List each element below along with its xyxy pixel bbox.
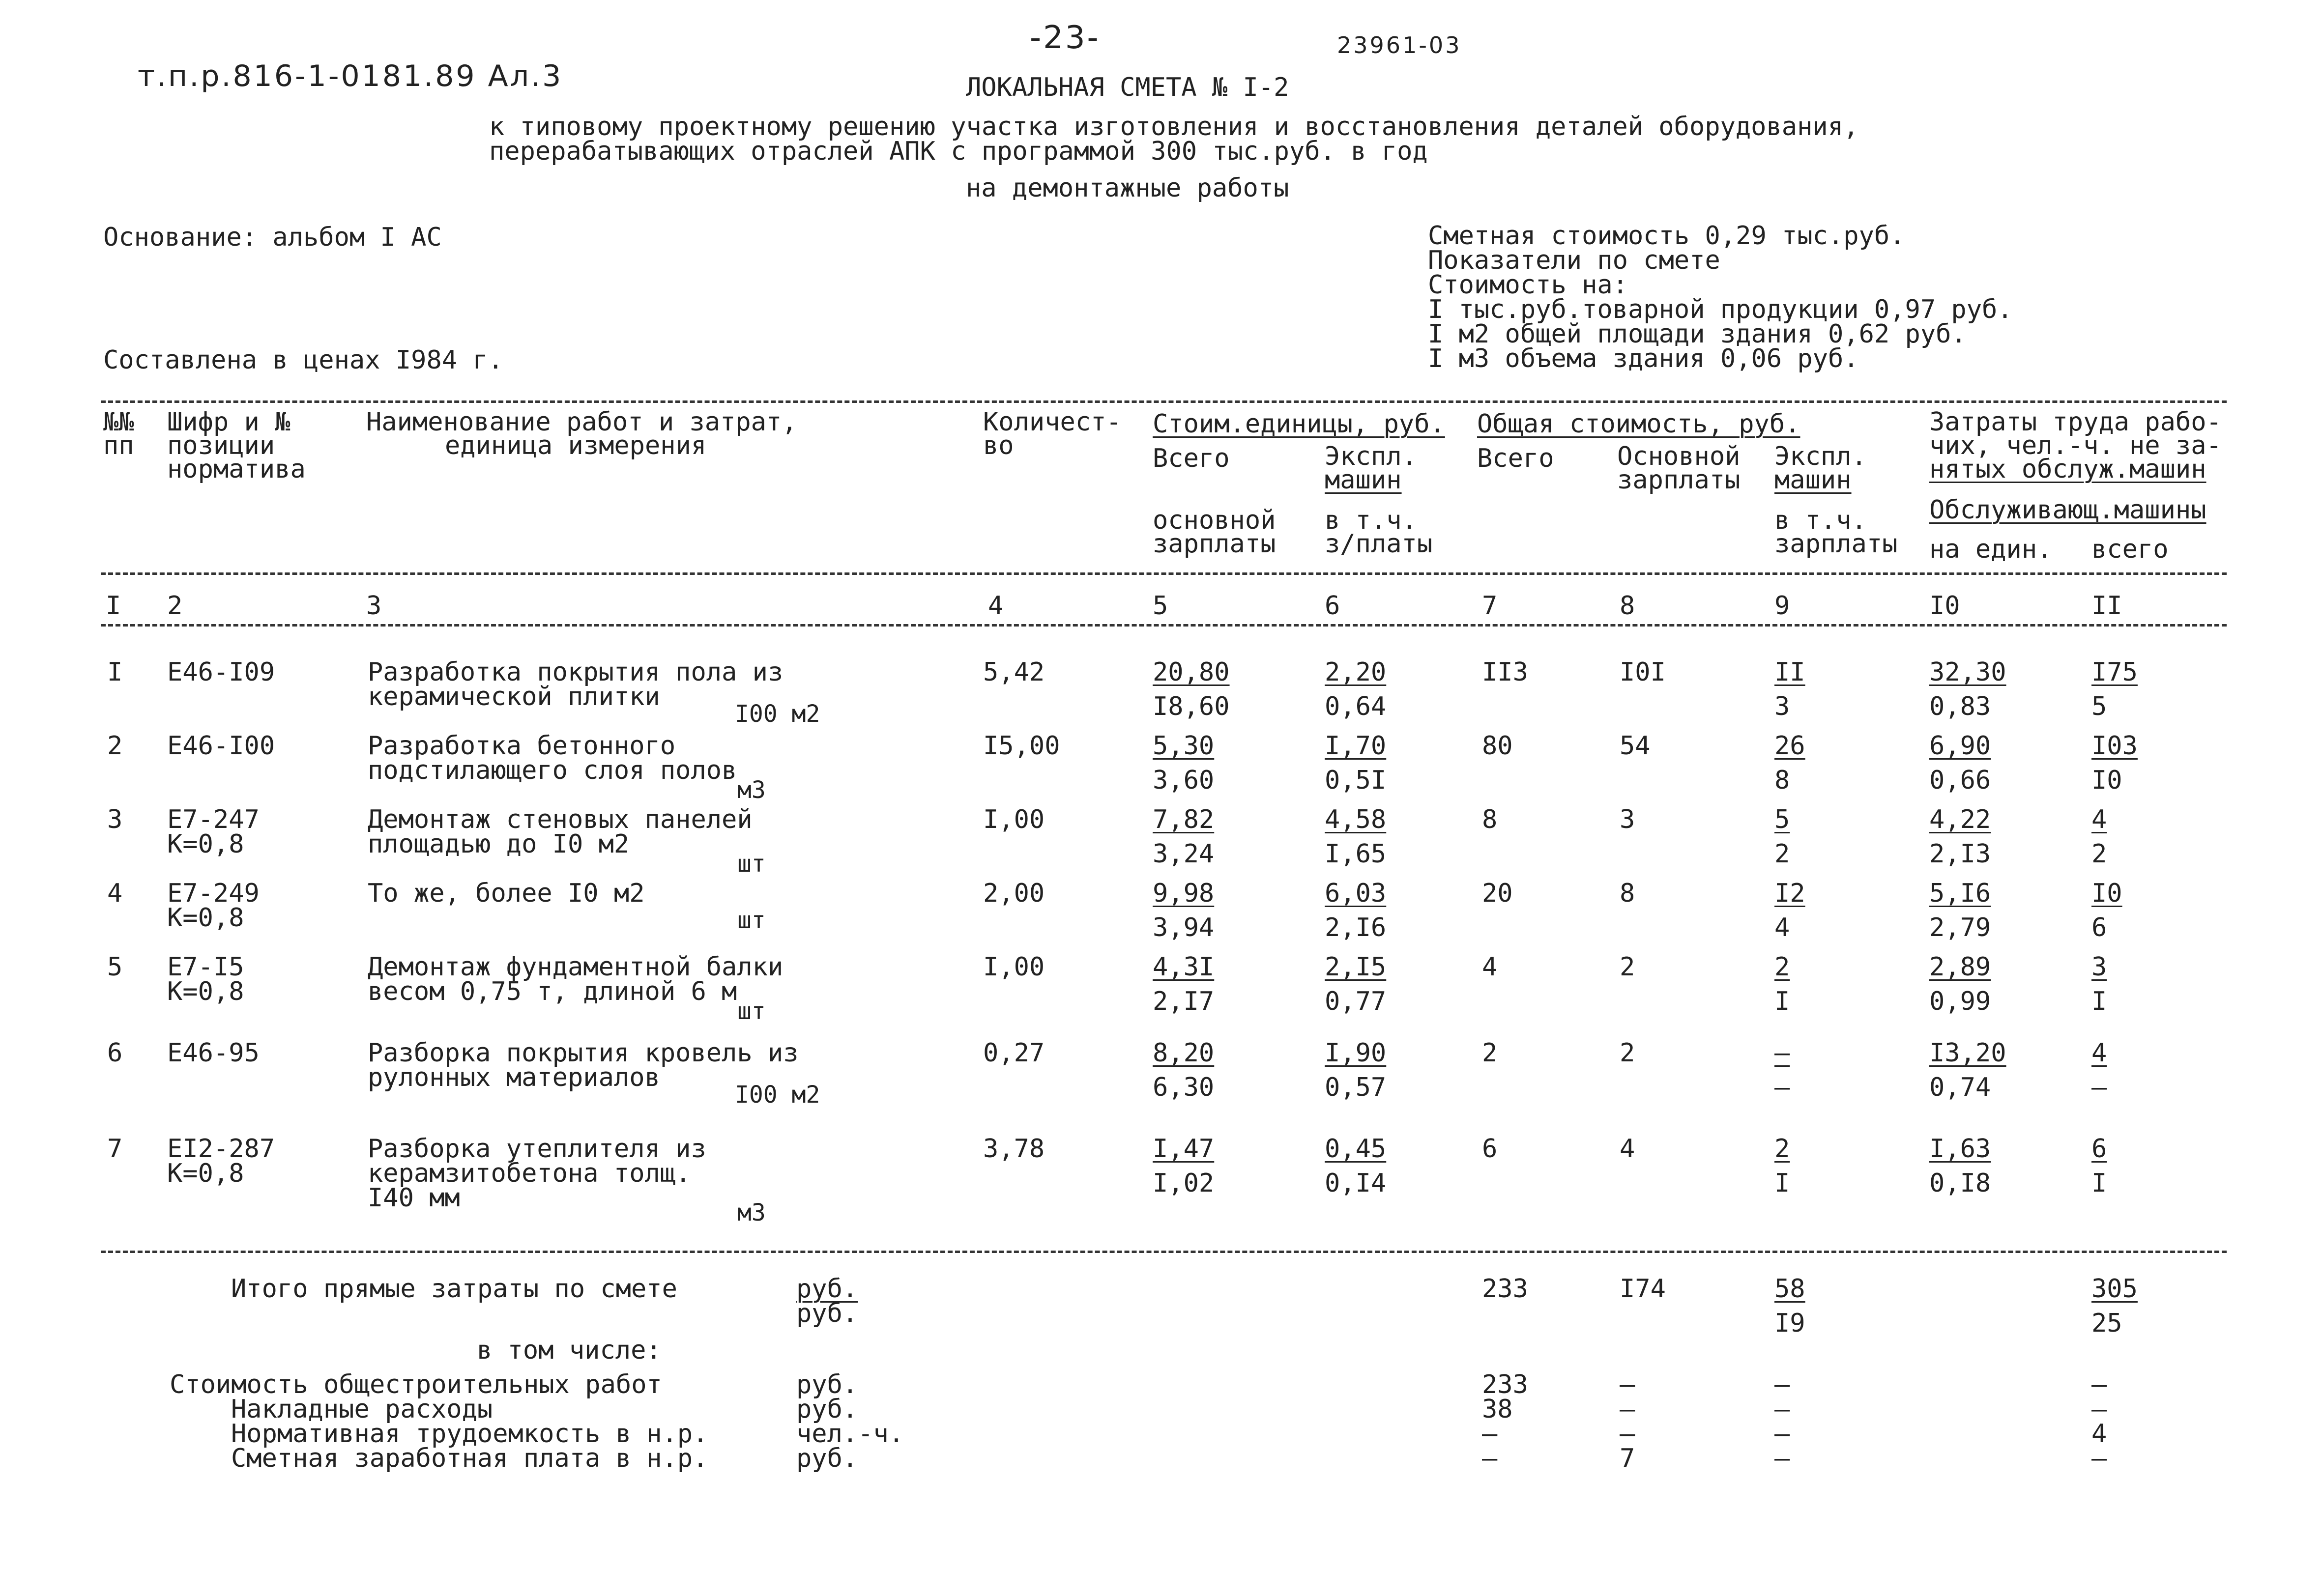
column-number: 9 [1774, 591, 1790, 621]
labor-machine-per-unit: 0,I8 [1929, 1168, 1991, 1198]
work-name: Разработка бетонного [368, 731, 676, 761]
breakdown-machine: – [1774, 1370, 1790, 1399]
breakdown-label: Нормативная трудоемкость в н.р. [231, 1419, 708, 1449]
totals-total-cost: 233 [1482, 1274, 1528, 1304]
total-machine-wages: – [1774, 1073, 1790, 1102]
totals-unit-1: руб. [796, 1274, 858, 1304]
total-cost: 8 [1482, 805, 1498, 834]
total-cost: 2 [1482, 1038, 1498, 1068]
summary-line: Стоимость на: [1428, 270, 1628, 300]
breakdown-wages: – [1620, 1419, 1635, 1449]
labor-total: I0 [2091, 879, 2122, 908]
page-number: -23- [1030, 20, 1101, 56]
total-machine: – [1774, 1038, 1790, 1068]
total-cost: 4 [1482, 952, 1498, 982]
labor-machine-per-unit: 2,I3 [1929, 839, 1991, 869]
row-number: 5 [107, 952, 123, 982]
header-per-unit: на един. [1929, 535, 2053, 564]
unit-cost-total: 4,3I [1153, 952, 1215, 982]
labor-per-unit: 32,30 [1929, 657, 2006, 687]
row-number: 7 [107, 1134, 123, 1164]
breakdown-label: Стоимость общестроительных работ [170, 1370, 662, 1399]
unit-cost-wages: 2,I7 [1153, 987, 1215, 1016]
header-unit-cost: Стоим.единицы, руб. [1153, 409, 1445, 439]
totals-machine: 58 [1774, 1274, 1805, 1304]
breakdown-wages: – [1620, 1395, 1635, 1424]
header-unit-total: Всего [1153, 444, 1230, 473]
unit-cost-wages: 3,94 [1153, 913, 1215, 942]
unit-cost-machine: I,90 [1325, 1038, 1387, 1068]
summary-line: I тыс.руб.товарной продукции 0,97 руб. [1428, 295, 2013, 324]
header-total-machine: Экспл. машин [1774, 442, 1867, 495]
column-number: 4 [988, 591, 1004, 621]
totals-rule [101, 1251, 2227, 1253]
norm-code: Е46-I00 [167, 731, 275, 761]
norm-code: Е46-95 [167, 1038, 260, 1068]
header-unit-machine-wages: в т.ч. з/платы [1325, 506, 1433, 559]
work-name-cont: площадью до I0 м2 [368, 829, 630, 859]
header-total-all: Всего [1477, 444, 1554, 473]
quantity: 0,27 [983, 1038, 1045, 1068]
breakdown-wages: – [1620, 1370, 1635, 1399]
header-row-number: №№ пп [103, 407, 134, 460]
norm-coefficient: К=0,8 [167, 1159, 244, 1188]
unit-cost-machine: 2,I5 [1325, 952, 1387, 982]
header-unit-machine: Экспл. машин [1325, 442, 1417, 495]
total-wages: 54 [1620, 731, 1651, 761]
work-name-cont: подстилающего слоя полов [368, 756, 737, 785]
unit-cost-total: 5,30 [1153, 731, 1215, 761]
labor-total: 4 [2091, 1038, 2107, 1068]
unit-cost-machine-wages: 0,I4 [1325, 1168, 1387, 1198]
work-name-cont: весом 0,75 т, длиной 6 м [368, 977, 737, 1006]
unit-cost-machine-wages: 0,5I [1325, 766, 1387, 795]
header-total-machine-wages: в т.ч. зарплаты [1774, 506, 1898, 559]
total-machine: 5 [1774, 805, 1790, 834]
labor-machine-total: 2 [2091, 839, 2107, 869]
norm-coefficient: К=0,8 [167, 829, 244, 859]
unit-of-measure: I00 м2 [735, 1081, 820, 1109]
column-number: 5 [1153, 591, 1168, 621]
breakdown-unit: руб. [796, 1444, 858, 1473]
labor-machine-per-unit: 0,99 [1929, 987, 1991, 1016]
norm-coefficient: К=0,8 [167, 977, 244, 1006]
unit-cost-wages: 3,24 [1153, 839, 1215, 869]
column-number-rule [101, 624, 2227, 627]
header-total-wages: Основной зарплаты [1617, 442, 1741, 495]
work-name: Демонтаж фундаментной балки [368, 952, 784, 982]
norm-code: ЕI2-287 [167, 1134, 275, 1164]
norm-code: Е7-247 [167, 805, 260, 834]
breakdown-labor: – [2091, 1444, 2107, 1473]
header-unit-wages: основной зарплаты [1153, 506, 1276, 559]
breakdown-machine: – [1774, 1419, 1790, 1449]
total-wages: 3 [1620, 805, 1635, 834]
labor-machine-per-unit: 0,66 [1929, 766, 1991, 795]
column-number: 6 [1325, 591, 1340, 621]
breakdown-unit: руб. [796, 1370, 858, 1399]
unit-of-measure: шт [737, 998, 766, 1025]
total-cost: II3 [1482, 657, 1528, 687]
breakdown-total: 233 [1482, 1370, 1528, 1399]
summary-block [1428, 221, 2013, 373]
total-wages: 2 [1620, 952, 1635, 982]
subtitle-line-3: на демонтажные работы [966, 173, 1289, 203]
work-name-cont: керамзитобетона толщ. [368, 1159, 691, 1188]
labor-machine-total: I [2091, 987, 2107, 1016]
breakdown-total: – [1482, 1419, 1498, 1449]
breakdown-machine: – [1774, 1395, 1790, 1424]
quantity: I5,00 [983, 731, 1060, 761]
labor-total: I03 [2091, 731, 2138, 761]
breakdown-labor: 4 [2091, 1419, 2107, 1449]
breakdown-unit: чел.-ч. [796, 1419, 904, 1449]
labor-machine-total: I [2091, 1168, 2107, 1198]
document-code: т.п.р.816-1-0181.89 Ал.3 [138, 59, 563, 93]
totals-labor-machine: 25 [2091, 1309, 2122, 1338]
total-machine-wages: 4 [1774, 913, 1790, 942]
column-number: 8 [1620, 591, 1635, 621]
unit-of-measure: шт [737, 850, 766, 878]
unit-of-measure: I00 м2 [735, 700, 820, 728]
unit-cost-machine: 2,20 [1325, 657, 1387, 687]
header-work-name: Наименование работ и затрат, единица измерения [366, 407, 797, 460]
row-number: I [107, 657, 123, 687]
total-machine-wages: 2 [1774, 839, 1790, 869]
row-number: 2 [107, 731, 123, 761]
summary-line: Показатели по смете [1428, 246, 1720, 275]
header-code: Шифр и № позиции норматива [167, 407, 306, 484]
column-number: 7 [1482, 591, 1498, 621]
total-machine-wages: I [1774, 1168, 1790, 1198]
labor-per-unit: 2,89 [1929, 952, 1991, 982]
labor-per-unit: 5,I6 [1929, 879, 1991, 908]
labor-per-unit: I,63 [1929, 1134, 1991, 1164]
quantity: I,00 [983, 805, 1045, 834]
document-title: ЛОКАЛЬНАЯ СМЕТА № I-2 [966, 73, 1289, 102]
totals-label: Итого прямые затраты по смете [231, 1274, 677, 1304]
unit-cost-machine: 6,03 [1325, 879, 1387, 908]
work-name: Демонтаж стеновых панелей [368, 805, 753, 834]
column-number: II [2091, 591, 2122, 621]
labor-machine-per-unit: 0,74 [1929, 1073, 1991, 1102]
total-machine: 2 [1774, 1134, 1790, 1164]
breakdown-label: Сметная заработная плата в н.р. [231, 1444, 708, 1473]
row-number: 4 [107, 879, 123, 908]
unit-cost-total: 8,20 [1153, 1038, 1215, 1068]
total-machine-wages: 3 [1774, 692, 1790, 721]
total-wages: 4 [1620, 1134, 1635, 1164]
labor-machine-per-unit: 2,79 [1929, 913, 1991, 942]
breakdown-label: Накладные расходы [231, 1395, 493, 1424]
summary-line: I м3 объема здания 0,06 руб. [1428, 344, 1859, 373]
column-number: I [106, 591, 121, 621]
total-cost: 6 [1482, 1134, 1498, 1164]
unit-of-measure: м3 [737, 1199, 766, 1226]
breakdown-total: – [1482, 1444, 1498, 1473]
labor-machine-total: 6 [2091, 913, 2107, 942]
quantity: 2,00 [983, 879, 1045, 908]
unit-cost-machine-wages: 0,77 [1325, 987, 1387, 1016]
work-name: То же, более I0 м2 [368, 879, 645, 908]
totals-unit-2: руб. [796, 1299, 858, 1328]
labor-total: 3 [2091, 952, 2107, 982]
totals-labor: 305 [2091, 1274, 2138, 1304]
header-quantity: Количест- во [983, 407, 1122, 460]
unit-cost-machine-wages: 0,57 [1325, 1073, 1387, 1102]
work-name-cont: керамической плитки [368, 682, 660, 712]
unit-cost-machine-wages: 2,I6 [1325, 913, 1387, 942]
column-number: I0 [1929, 591, 1960, 621]
quantity: I,00 [983, 952, 1045, 982]
work-name-cont: рулонных материалов [368, 1063, 660, 1092]
unit-cost-wages: 3,60 [1153, 766, 1215, 795]
unit-cost-wages: I,02 [1153, 1168, 1215, 1198]
unit-cost-machine: 0,45 [1325, 1134, 1387, 1164]
total-wages: I0I [1620, 657, 1666, 687]
unit-cost-total: 9,98 [1153, 879, 1215, 908]
unit-cost-wages: 6,30 [1153, 1073, 1215, 1102]
quantity: 3,78 [983, 1134, 1045, 1164]
total-machine: II [1774, 657, 1805, 687]
column-number: 3 [366, 591, 382, 621]
unit-cost-machine: 4,58 [1325, 805, 1387, 834]
stamp-number: 23961-03 [1337, 32, 1462, 58]
labor-machine-total: 5 [2091, 692, 2107, 721]
header-machine-service: Обслуживающ.машины [1929, 495, 2206, 525]
breakdown-total: 38 [1482, 1395, 1513, 1424]
norm-coefficient: К=0,8 [167, 903, 244, 933]
header-bottom-rule [101, 572, 2227, 575]
totals-wages: I74 [1620, 1274, 1666, 1304]
unit-cost-total: 20,80 [1153, 657, 1230, 687]
unit-of-measure: шт [737, 907, 766, 934]
summary-line: Сметная стоимость 0,29 тыс.руб. [1428, 221, 1905, 251]
labor-per-unit: 6,90 [1929, 731, 1991, 761]
total-machine: 2 [1774, 952, 1790, 982]
table-top-rule [101, 400, 2227, 403]
work-name-cont: I40 мм [368, 1183, 460, 1213]
labor-total: 4 [2091, 805, 2107, 834]
labor-machine-per-unit: 0,83 [1929, 692, 1991, 721]
totals-machine-wages: I9 [1774, 1309, 1805, 1338]
header-total-labor: всего [2091, 535, 2169, 564]
work-name: Разработка покрытия пола из [368, 657, 784, 687]
labor-per-unit: I3,20 [1929, 1038, 2006, 1068]
header-total-cost: Общая стоимость, руб. [1477, 409, 1800, 439]
labor-machine-total: I0 [2091, 766, 2122, 795]
unit-cost-machine: I,70 [1325, 731, 1387, 761]
header-labor: Затраты труда рабо- чих, чел.-ч. не за- нятых обслуж.машин [1929, 407, 2222, 484]
breakdown-unit: руб. [796, 1395, 858, 1424]
unit-cost-wages: I8,60 [1153, 692, 1230, 721]
norm-code: Е7-249 [167, 879, 260, 908]
total-machine: 26 [1774, 731, 1805, 761]
total-wages: 8 [1620, 879, 1635, 908]
labor-total: I75 [2091, 657, 2138, 687]
total-machine-wages: I [1774, 987, 1790, 1016]
totals-including-label: в том числе: [477, 1336, 662, 1365]
work-name: Разборка покрытия кровель из [368, 1038, 799, 1068]
breakdown-wages: 7 [1620, 1444, 1635, 1473]
unit-of-measure: м3 [737, 776, 766, 804]
norm-code: Е46-I09 [167, 657, 275, 687]
norm-code: Е7-I5 [167, 952, 244, 982]
row-number: 3 [107, 805, 123, 834]
total-machine: I2 [1774, 879, 1805, 908]
quantity: 5,42 [983, 657, 1045, 687]
column-number: 2 [167, 591, 183, 621]
breakdown-machine: – [1774, 1444, 1790, 1473]
labor-machine-total: – [2091, 1073, 2107, 1102]
labor-total: 6 [2091, 1134, 2107, 1164]
unit-cost-machine-wages: I,65 [1325, 839, 1387, 869]
subtitle-line-1: к типовому проектному решению участка изготовления и восстановления деталей оборудования, [489, 112, 1859, 142]
row-number: 6 [107, 1038, 123, 1068]
unit-cost-total: I,47 [1153, 1134, 1215, 1164]
unit-cost-total: 7,82 [1153, 805, 1215, 834]
price-level-text: Составлена в ценах I984 г. [103, 345, 503, 375]
unit-cost-machine-wages: 0,64 [1325, 692, 1387, 721]
total-machine-wages: 8 [1774, 766, 1790, 795]
total-cost: 20 [1482, 879, 1513, 908]
breakdown-labor: – [2091, 1370, 2107, 1399]
summary-line: I м2 общей площади здания 0,62 руб. [1428, 319, 1967, 349]
basis-text: Основание: альбом I АС [103, 223, 442, 252]
breakdown-labor: – [2091, 1395, 2107, 1424]
subtitle-line-2: перерабатывающих отраслей АПК с программой 300 тыс.руб. в год [489, 137, 1428, 166]
labor-per-unit: 4,22 [1929, 805, 1991, 834]
total-cost: 80 [1482, 731, 1513, 761]
work-name: Разборка утеплителя из [368, 1134, 706, 1164]
total-wages: 2 [1620, 1038, 1635, 1068]
